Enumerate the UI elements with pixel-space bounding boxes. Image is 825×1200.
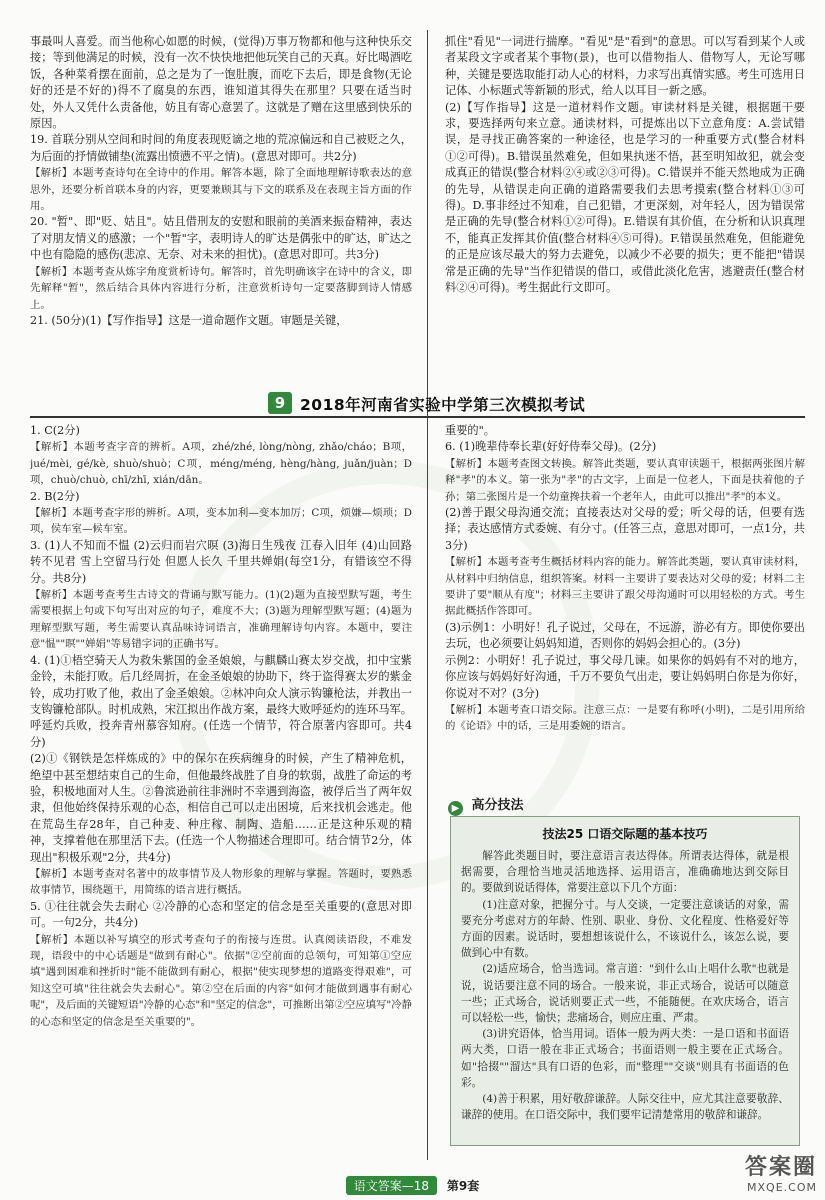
footer-set-label: 第9套 (446, 1179, 480, 1193)
answer-2: 2. B(2分) (30, 489, 80, 503)
exam-banner (0, 392, 825, 418)
answer-6-1: 6. (1)晚辈侍奉长辈(好好侍奉父母)。(2分) (445, 440, 657, 454)
right-column-top (445, 34, 805, 390)
technique-paragraph: (1)注意对象，把握分寸。与人交谈，一定要注意谈话的对象，需要充分考虑对方的年龄、性别、职业、身份、文化程度、性格爱好等方面的因素。说话时，要想想该说什么，不该说什么，该怎么说，要做到心中有数。 (461, 898, 789, 960)
watermark-url: MXQE.COM (747, 1181, 817, 1194)
answer-3: 3. (1)人不知而不愠 (2)云归而岩穴暝 (3)海日生残夜 江春入旧年 (4)山回路转不见君 雪上空留马行处 但愿人长久 千里共婵娟(每空1分，有错该空不得分。共8分) (30, 538, 412, 585)
answer-4-1: 4. (1)①梧空骑天人为救朱紫国的金圣娘娘，与麒麟山赛太岁交战，扣中宝紫金铃，未能打败。后几经周折，在金圣娘娘的协助下，终于盗得赛太岁的紫金铃，成功打败了他，救出了金圣娘娘。②林冲向众人演示钩镰枪法，并教出一支钩镰枪部队。时机成熟，宋江拟出作战方案，最终大败呼延灼的连环马军。呼延灼兵败，投奔青州慕容知府。(任选一个情节，符合原著内容即可。共4分) (30, 653, 412, 749)
answer-5: 5. ①往往就会失去耐心 ②冷静的心态和坚定的信念是至关重要的(意思对即可。一句2分，共4分) (30, 899, 412, 930)
answer-6-3-example-2: 示例2：小明好！孔子说过，事父母几谏。如果你的妈妈有不对的地方，你应该与妈妈好好沟通，千万不要负气出走，要让妈妈明白你是为你好，你说对不对？(3分) (445, 653, 805, 700)
paragraph: 事最叫人喜爱。而当他称心如愿的时候，(觉得)万事万物都和他与这种快乐交接；等到他满足的时候，没有一次不快快地把他玩笑自己的天真。好比喝酒吃饭，各种菜肴摆在面前，总之是为了一饱肚腹，而吃下去后，即是食物(无论好的还是不好的)得不了腐臭的东西，谁知道其得失在那里？只要在适当时处，外人又凭什么责备他，妨且有寄心意罢了。这就是了赠在这里感到快乐的原因。 (30, 35, 412, 131)
footer-page-label: 语文答案—18 (346, 1176, 437, 1195)
technique-title: 技法25 口语交际题的基本技巧 (542, 827, 708, 841)
technique-box (450, 816, 800, 1146)
column-divider (427, 30, 428, 1160)
analysis-3: 【解析】本题考查考生古诗文的背诵与默写能力。(1)(2)题为直接型默写题，考生需要根据上句或下句写出对应的句子，难度不大；(3)题为理解型默写题；(4)题为理解型默写题，考生需要认真品味诗词语言，准确理解诗句内容。本题中，要注意"愠""暝""婵娟"等易错字词的正确书写。 (30, 589, 412, 651)
analysis-19: 【解析】本题考查诗句在全诗中的作用。解答本题，除了全面地理解诗歌表达的意思外，还要分析首联本身的内容，更要兼顾其与下文的联系及在表现主旨方面的作用。 (30, 167, 412, 213)
paragraph: 重要的"。 (445, 424, 495, 437)
analysis-6-3: 【解析】本题考查口语交际。注意三点：一是要有称呼(小明)，二是引用所给的《论语》中的话，三是用委婉的语言。 (445, 703, 805, 733)
left-column-bottom (30, 423, 412, 1153)
left-column-top (30, 34, 412, 390)
answer-4-2: (2)①《钢铁是怎样炼成的》中的保尔在疾病缠身的时候，产生了精神危机，绝望中甚至想结束自己的生命，但他最终战胜了自身的软弱，战胜了命运的考验，积极地面对人生。②鲁滨逊前往非洲时不幸遇到海盗，被俘后当了两年奴隶，但他始终保持乐观的心态，相信自己可以走出困境，后来找机会逃走。他在荒岛生存28年，自己种麦、种庄稼、制陶、造船……正是这种乐观的精神，支撑着他在那里活下去。(任选一个人物描述合理即可。结合情节2分，体现出"积极乐观"2分，共4分) (30, 752, 412, 864)
analysis-20: 【解析】本题考查从炼字角度赏析诗句。解答时，首先明确该字在诗中的含义，即先解释"暂"，然后结合具体内容进行分析，注意赏析诗句一定要落脚到诗人情感上。 (30, 265, 412, 311)
paragraph: 抓住"看见"一词进行揣摩。"看见"是"看到"的意思。可以写看到某个人或者某段文字或者某个事物(景)，也可以借物指人、借物写人，无论写哪种，关键是要选取能打动人心的材料，力求写出真情实感。考生可选用日记体、小标题式等新颖的形式，给人以耳目一新之感。 (445, 35, 805, 98)
watermark-logo-text: 答案圈 (744, 1155, 817, 1180)
technique-paragraph: 解答此类题目时，要注意语言表达得体。所谓表达得体，就是根据需要，合理恰当地灵活地选择、运用语言，准确确地达到交际目的。要做到说话得体，常要注意以下几个方面： (461, 850, 789, 895)
answer-6-2: (2)善于跟父母沟通交流；直接表达对父母的爱；听父母的话，但要有选择；表达感情方式委婉、有分寸。(任答三点，意思对即可，一点1分，共3分) (445, 506, 805, 552)
analysis-2: 【解析】本题考查字形的辨析。A项，变本加利—变本加厉；C项，烦嫌—烦琐；D项，侯车室—候车室。 (30, 507, 412, 536)
high-score-heading-label: 高分技法 (471, 798, 524, 813)
writing-guidance-2: (2)【写作指导】这是一道材料作文题。审读材料是关键，根据题干要求，要选择两句来立意。通读材料，可提炼出以下立意角度：A.尝试错误，是寻找正确答案的一种途径，也是学习的一种重要方式(整合材料①②可得)。B.错误虽然难免，但如果执迷不悟，甚至明知故犯，就会变成真正的错误(整合材料②④或②③可得)。C.错误并不能天然地成为正确的先导，从错误走向正确的道路需要我们去思考摸索(整合材料①③可得)。D.事非经过不知难，自己犯错，才更深刻，对年轻人，因为错误常是正确的先导(整合材料①②可得)。E.错误有其价值，在分析和认识真理不，能真正发挥其价值(整合材料④⑤可得)。F.错误虽然难免，但能避免的正是应该尽最大的努力去避免，以减少不必要的损失；更不能把"错误常是正确的先导"当作犯错误的借口，或借此淡化危害，逃避责任(整合材料②④可得)。考生据此行文即可。 (445, 100, 805, 295)
answer-1: 1. C(2分) (30, 424, 80, 437)
analysis-4: 【解析】本题考查对名著中的故事情节及人物形象的理解与掌握。答题时，要熟悉故事情节，围绕题干，用简练的语言进行概括。 (30, 867, 412, 897)
page-footer (0, 1176, 825, 1196)
analysis-5: 【解析】本题以补写填空的形式考查句子的衔接与连贯。认真阅读语段，不难发现，语段中的中心话题是"做到有耐心"。依据"②空前面的总领句，可知第①空应填"遇到困难和挫折时"能不能做到有耐心，根据"使实现梦想的道路变得艰难"，可知这空可填"往往就会失去耐心"。第②空在后面的内容"如何才能做到遇事有耐心呢"，及后面的关键短语"冷静的心态"和"坚定的信念"，可推断出第②空应填写"冷静的心态和坚定的信念是至关重要的"。 (30, 933, 412, 1028)
banner-rule (30, 416, 805, 418)
high-score-heading (448, 794, 524, 816)
answer-21: 21. (50分)(1)【写作指导】这是一道命题作文题。审题是关键， (30, 313, 348, 327)
answer-20: 20. "暂"、即"贬、姑且"。姑且借刑友的安慰和眼前的美酒来振奋精神，表达了对朋友情义的感激；一个"暂"字，表明诗人的旷达是偶张中的旷达，旷达之中也有隐隐的感伤(悲凉、无奈、对未来的担忧)。(意思对即可。共3分) (30, 215, 412, 262)
answer-19: 19. 首联分别从空间和时间的角度表现贬谪之地的荒凉偏远和自己被贬之久，为后面的抒情做铺垫(流露出愤懑不平之情)。(意思对即可。共2分) (30, 133, 412, 163)
technique-paragraph: (2)适应场合，恰当选词。常言道："到什么山上唱什么歌"也就是说，说话要注意不同的场合。一般来说，非正式场合，说话可以随意一些；正式场合，说话则要正式一些，不能随便。在欢庆场合，语言可以轻松一些，愉快；悲痛场合，则应庄重、严肃。 (461, 963, 789, 1025)
site-watermark (745, 1150, 817, 1194)
play-arrow-icon: ▶ (448, 801, 463, 816)
banner-number-badge: 9 (268, 392, 292, 414)
banner-title: 2018年河南省实验中学第三次模拟考试 (300, 396, 586, 414)
technique-paragraph: (3)讲究语体，恰当用词。语体一般为两大类：一是口语和书面语两大类，口语一般在非正式场合；书面语则一般主要在正式场合。如"拾掇""溜达"具有口语的色彩，而"整理""交谈"则具有书面语的色彩。 (461, 1028, 789, 1089)
technique-paragraph: (4)善于积累，用好敬辞谦辞。人际交往中，应尤其注意要敬辞、谦辞的使用。在口语交际中，我们要牢记清楚常用的敬辞和谦辞。 (461, 1093, 789, 1122)
right-column-bottom (445, 423, 805, 783)
analysis-6-1: 【解析】本题考查图文转换。解答此类题，要认真审读题干，根据两张图片解释"孝"的本义。第一张为"孝"的古文字，上面是一位老人，下面是扶着他的子孙；第二张图片是一个幼童搀扶着一个老年人，由此可以推出"孝"的本义。 (445, 457, 805, 503)
analysis-6-2: 【解析】本题考查考生概括材料内容的能力。解答此类题，要认真审读材料，从材料中归纳信息，组织答案。材料一主要讲了要表达对父母的爱；材料二主要讲了要"顺从有度"；材料三主要讲了跟父母沟通时可以用轻松的方式。考生据此概括作答即可。 (445, 556, 805, 618)
analysis-1: 【解析】本题考查字音的辨析。A项，zhé/zhé, lòng/nòng, zhǎo/cháo；B项，jué/mèi, gé/kè, shuò/shuò；C项，méng/méng, hèng/hàng, juǎn/juàn；D项，chuò/chuò, chī/zhī, xián/dān。 (30, 441, 412, 487)
answer-6-3-example-1: (3)示例1：小明好！孔子说过，父母在，不远游，游必有方。即使你要出去玩，也必须要让妈妈知道，否则你的妈妈会担心的。(3分) (445, 620, 805, 651)
